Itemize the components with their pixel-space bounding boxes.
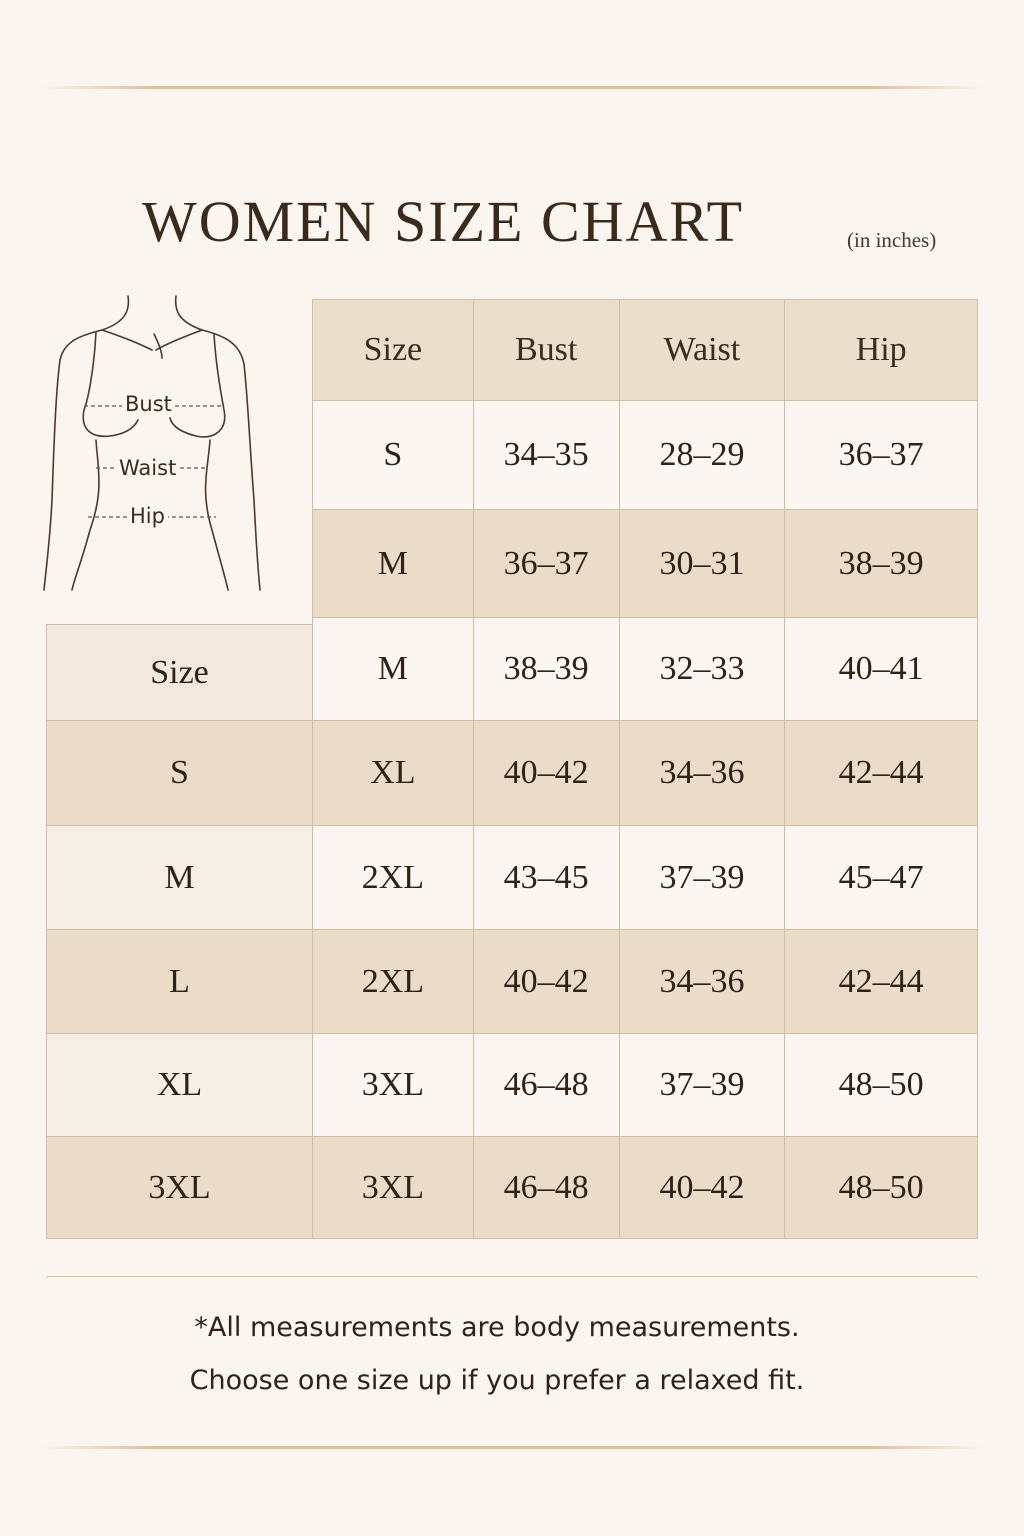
body-outline-illustration bbox=[30, 290, 280, 610]
table-row bbox=[313, 826, 978, 930]
bust-cell: 40–42 bbox=[473, 721, 619, 826]
waist-cell: 37–39 bbox=[619, 826, 785, 930]
size-cell: 3XL bbox=[313, 1034, 474, 1137]
bust-label: Bust bbox=[122, 392, 175, 416]
fit-note: Choose one size up if you prefer a relaxed fit. bbox=[189, 1365, 805, 1396]
body-measurement-figure bbox=[30, 290, 280, 610]
waist-cell: 28–29 bbox=[619, 401, 785, 510]
bust-cell: 36–37 bbox=[473, 510, 619, 618]
waist-cell: 34–36 bbox=[619, 930, 785, 1034]
table-row bbox=[313, 618, 978, 721]
bust-cell: 38–39 bbox=[473, 618, 619, 721]
side-header-row bbox=[47, 625, 313, 721]
side-size-cell: XL bbox=[47, 1034, 313, 1137]
waist-cell: 34–36 bbox=[619, 721, 785, 826]
table-row bbox=[313, 930, 978, 1034]
measurement-note: *All measurements are body measurements. bbox=[194, 1312, 800, 1343]
hip-cell: 48–50 bbox=[785, 1034, 978, 1137]
column-header-waist: Waist bbox=[619, 300, 785, 401]
list-item bbox=[47, 1137, 313, 1239]
bust-cell: 43–45 bbox=[473, 826, 619, 930]
hip-cell: 45–47 bbox=[785, 826, 978, 930]
waist-cell: 30–31 bbox=[619, 510, 785, 618]
hip-cell: 42–44 bbox=[785, 930, 978, 1034]
bust-cell: 34–35 bbox=[473, 401, 619, 510]
table-row bbox=[313, 721, 978, 826]
hip-cell: 42–44 bbox=[785, 721, 978, 826]
size-cell: M bbox=[313, 510, 474, 618]
waist-cell: 32–33 bbox=[619, 618, 785, 721]
side-size-cell: M bbox=[47, 826, 313, 930]
side-size-cell: L bbox=[47, 930, 313, 1034]
unit-subtitle: (in inches) bbox=[847, 228, 937, 252]
size-cell: M bbox=[313, 618, 474, 721]
top-decorative-rule bbox=[40, 86, 984, 89]
list-item bbox=[47, 826, 313, 930]
waist-cell: 40–42 bbox=[619, 1137, 785, 1239]
table-row bbox=[313, 401, 978, 510]
size-cell: 2XL bbox=[313, 826, 474, 930]
side-size-cell: 3XL bbox=[47, 1137, 313, 1239]
size-cell: 3XL bbox=[313, 1137, 474, 1239]
table-row bbox=[313, 1034, 978, 1137]
hip-cell: 40–41 bbox=[785, 618, 978, 721]
list-item bbox=[47, 1034, 313, 1137]
column-header-bust: Bust bbox=[473, 300, 619, 401]
divider bbox=[46, 1276, 978, 1277]
bust-cell: 40–42 bbox=[473, 930, 619, 1034]
bottom-decorative-rule bbox=[40, 1446, 984, 1449]
waist-label: Waist bbox=[116, 456, 179, 480]
size-cell: XL bbox=[313, 721, 474, 826]
hip-cell: 48–50 bbox=[785, 1137, 978, 1239]
hip-cell: 38–39 bbox=[785, 510, 978, 618]
waist-cell: 37–39 bbox=[619, 1034, 785, 1137]
side-header-size: Size bbox=[47, 625, 313, 721]
size-cell: 2XL bbox=[313, 930, 474, 1034]
size-table-side bbox=[46, 624, 312, 1239]
side-size-cell: S bbox=[47, 721, 313, 826]
table-row bbox=[313, 510, 978, 618]
hip-label: Hip bbox=[127, 504, 168, 528]
list-item bbox=[47, 930, 313, 1034]
page-title: WOMEN SIZE CHART bbox=[142, 189, 745, 254]
column-header-hip: Hip bbox=[785, 300, 978, 401]
size-table-main bbox=[312, 299, 978, 1239]
size-cell: S bbox=[313, 401, 474, 510]
table-header-row bbox=[313, 300, 978, 401]
list-item bbox=[47, 721, 313, 826]
table-row bbox=[313, 1137, 978, 1239]
bust-cell: 46–48 bbox=[473, 1137, 619, 1239]
column-header-size: Size bbox=[313, 300, 474, 401]
bust-cell: 46–48 bbox=[473, 1034, 619, 1137]
hip-cell: 36–37 bbox=[785, 401, 978, 510]
